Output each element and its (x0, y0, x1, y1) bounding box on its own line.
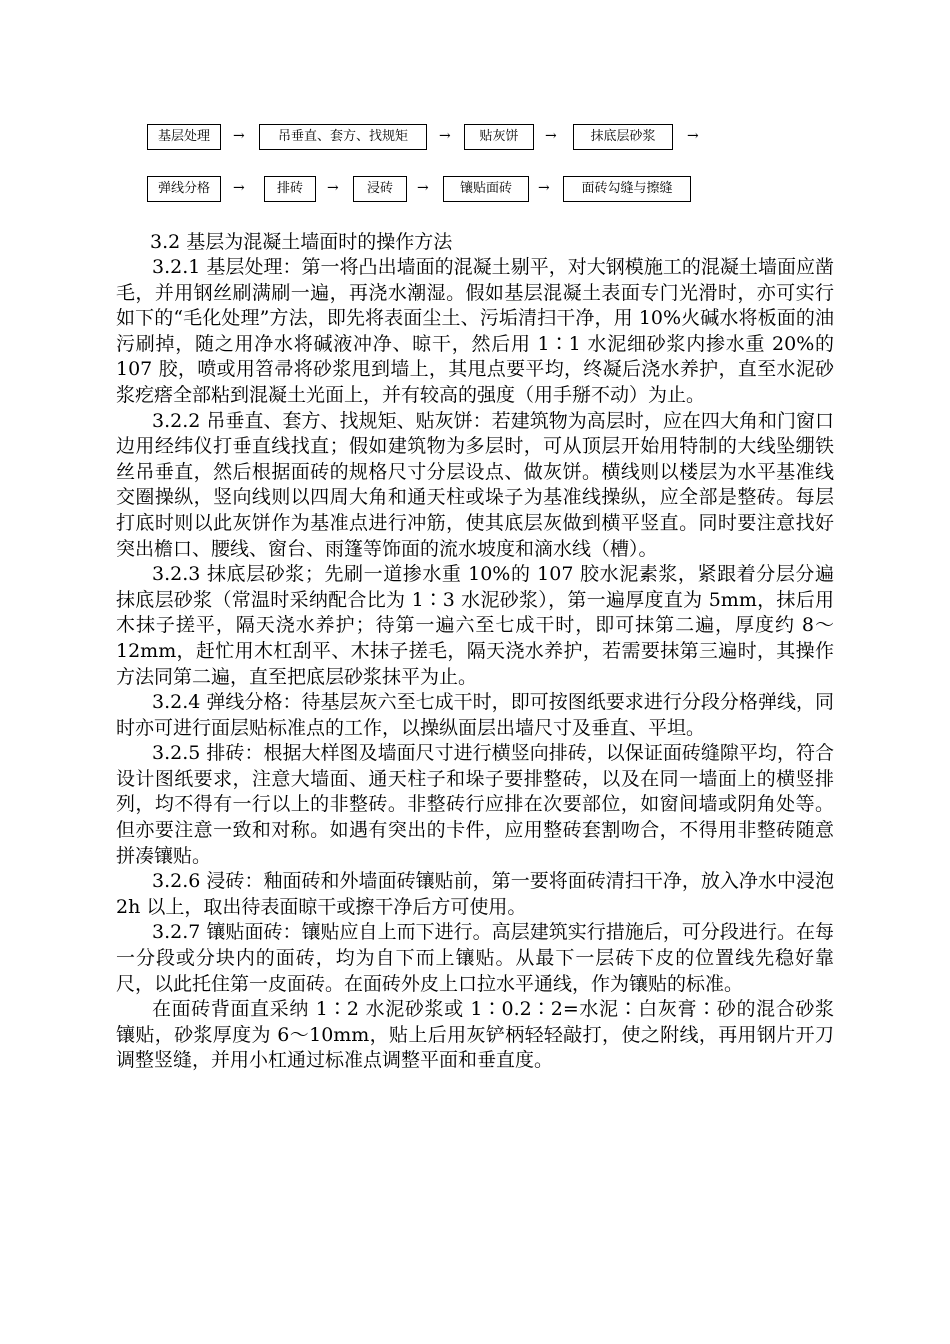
flow-step-base-treatment: 基层处理 (147, 124, 221, 150)
paragraph-3-2-7: 3.2.7 镶贴面砖：镶贴应自上而下进行。高层建筑实行措施后，可分段进行。在每一分段或分块内的面砖，均为自下而上镶贴。从最下一层砖下皮的位置线先稳好靠尺，以此托住第一皮面砖。在面砖外皮上口拉水平通线，作为镶贴的标准。 (116, 921, 834, 995)
flow-step-line-grid: 弹线分格 (147, 176, 221, 202)
arrow-icon: → (439, 128, 451, 144)
paragraph-3-2-1: 3.2.1 基层处理：第一将凸出墙面的混凝土剔平，对大钢模施工的混凝土墙面应凿毛，并用钢丝刷满刷一遍，再浇水潮湿。假如基层混凝土表面专门光滑时，亦可实行如下的“毛化处理”方法，即先将表面尘土、污垢清扫干净，用 10%火碱水将板面的油污刷掉，随之用净水将碱液冲净、晾干，然后用 1∶1 水泥细砂浆内掺水重 20%的 107 胶，喷或用笤帚将砂浆甩到墙上，其甩点要平均，终凝后浇水养护，直至水泥砂浆疙瘩全部粘到混凝土光面上，并有较高的强度（用手掰不动）为止。 (116, 256, 834, 406)
paragraph-3-2-2: 3.2.2 吊垂直、套方、找规矩、贴灰饼：若建筑物为高层时，应在四大角和门窗口边用经纬仪打垂直线找直；假如建筑物为多层时，可从顶层开始用特制的大线坠绷铁丝吊垂直，然后根据面砖的规格尺寸分层设点、做灰饼。横线则以楼层为水平基准线交圈操纵，竖向线则以四周大角和通天柱或垛子为基准线操纵，应全部是整砖。每层打底时则以此灰饼作为基准点进行冲筋，使其底层灰做到横平竖直。同时要注意找好突出檐口、腰线、窗台、雨篷等饰面的流水坡度和滴水线（槽）。 (116, 409, 834, 560)
flow-step-base-mortar: 抹底层砂浆 (573, 124, 673, 150)
flow-step-grout-joints: 面砖勾缝与擦缝 (563, 176, 691, 202)
paragraph-3-2-5: 3.2.5 排砖：根据大样图及墙面尺寸进行横竖向排砖，以保证面砖缝隙平均，符合设计图纸要求，注意大墙面、通天柱子和垛子要排整砖，以及在同一墙面上的横竖排列，均不得有一行以上的非整砖。非整砖行应排在次要部位，如窗间墙或阴角处等。但亦要注意一致和对称。如遇有突出的卡件，应用整砖套割吻合，不得用非整砖随意拼凑镶贴。 (116, 742, 834, 867)
flow-step-plaster-cakes: 贴灰饼 (464, 124, 534, 150)
paragraph-3-2-3: 3.2.3 抹底层砂浆；先刷一道掺水重 10%的 107 胶水泥素浆，紧跟着分层分遍抹底层砂浆（常温时采纳配合比为 1∶3 水泥砂浆），第一遍厚度直为 5mm，抹后用木抹子搓平，隔天浇水养护；待第一遍六至七成干时，即可抹第二遍，厚度约 8～12mm，赶忙用木杠刮平、木抹子搓毛，隔天浇水养护，若需要抹第三遍时，其操作方法同第二遍，直至把底层砂浆抹平为止。 (116, 563, 834, 688)
paragraph-3-2-6: 3.2.6 浸砖：釉面砖和外墙面砖镶贴前，第一要将面砖清扫干净，放入净水中浸泡 2h 以上，取出待表面晾干或擦干净后方可使用。 (116, 870, 834, 918)
paragraph-3-2-4: 3.2.4 弹线分格：待基层灰六至七成干时，即可按图纸要求进行分段分格弹线，同时亦可进行面层贴标准点的工作，以操纵面层出墙尺寸及垂直、平坦。 (116, 691, 834, 739)
arrow-icon: → (327, 180, 339, 196)
flow-step-brick-layout: 排砖 (264, 176, 316, 202)
arrow-icon: → (417, 180, 429, 196)
paragraph-mortar: 在面砖背面直采纳 1∶2 水泥砂浆或 1∶0.2∶2=水泥∶白灰膏∶砂的混合砂浆镶贴，砂浆厚度为 6～10mm，贴上后用灰铲柄轻轻敲打，使之附线，再用钢片开刀调整竖缝，并用小杠通过标准点调整平面和垂直度。 (116, 998, 834, 1072)
flow-step-soak-brick: 浸砖 (353, 176, 407, 202)
flow-step-lay-tiles: 镶贴面砖 (443, 176, 529, 202)
section-heading: 3.2 基层为混凝土墙面时的操作方法 (150, 231, 453, 253)
arrow-icon: → (687, 128, 699, 144)
arrow-icon: → (233, 128, 245, 144)
arrow-icon: → (538, 180, 550, 196)
document-body (116, 230, 834, 1074)
arrow-icon: → (233, 180, 245, 196)
flow-step-plumb-square: 吊垂直、套方、找规矩 (259, 124, 427, 150)
arrow-icon: → (545, 128, 557, 144)
